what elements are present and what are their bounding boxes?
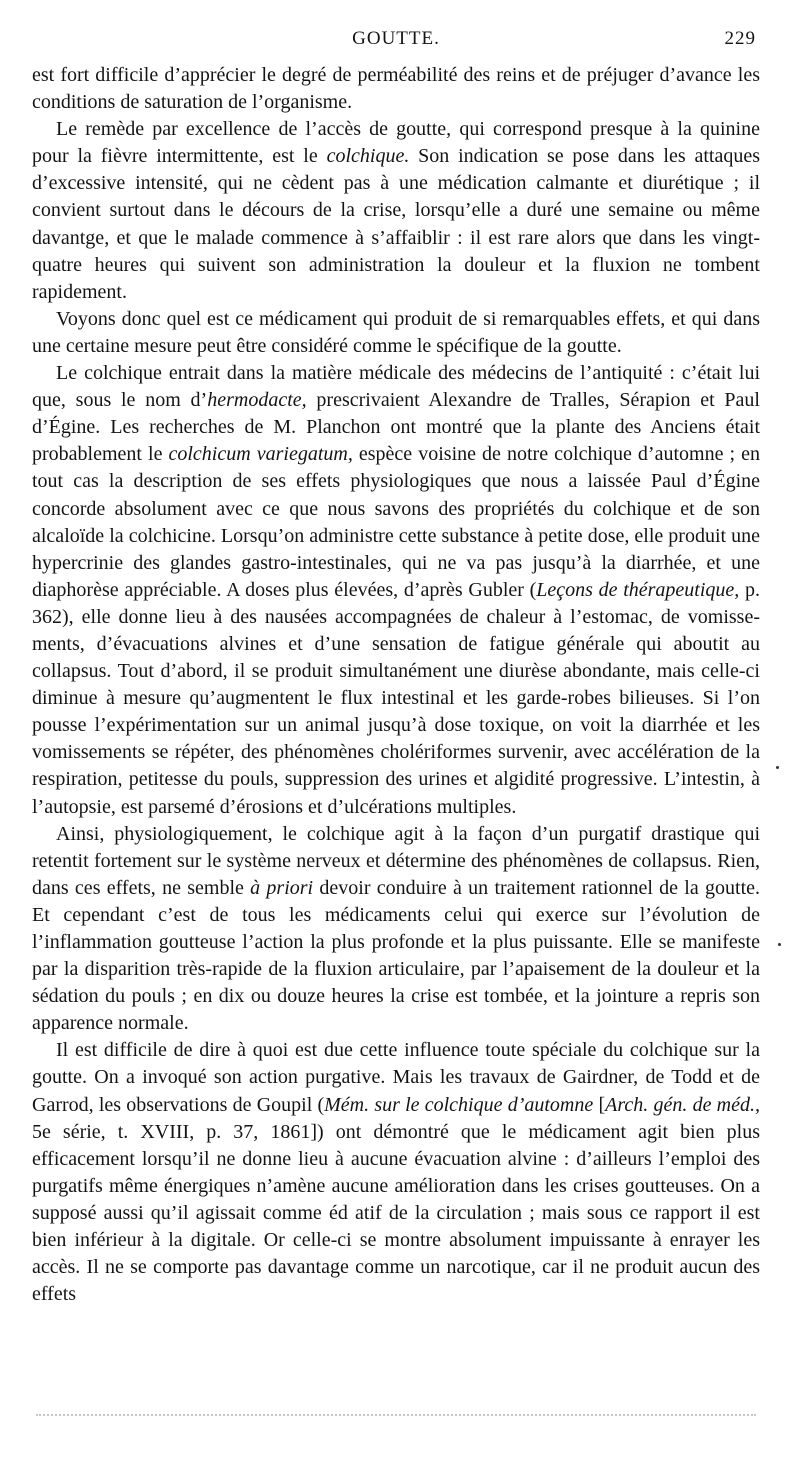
text-run: Son indication se pose dans les attaques d’excessive intensité, qui ne cèdent pas à une médication calmante et diurétique ; il convient surtout dans le décours de la crise, lorsqu’elle a duré une semaine ou même davantge, et que le malade commence à s’affaiblir : il est rare alors que dans les vingt-quatre heures qui suivent son administration la douleur et la fluxion ne tombent rapidement. — [32, 145, 761, 303]
paragraph — [32, 360, 760, 821]
italic-text: à priori — [250, 876, 314, 899]
italic-text: hermodacte, — [207, 389, 307, 412]
paragraph — [32, 821, 760, 1038]
running-header — [32, 28, 760, 54]
text-run: devoir conduire à un traitement rationnel de la goutte. Et cependant c’est de tous les médicaments celui qui exerce sur l’évolution de l’inflammation goutteuse l’action la plus profonde et la plus puissante. Elle se manifeste par la disparition très-rapide de la fluxion articulaire, par l’apaisement de la douleur et la sédation du pouls ; en dix ou douze heures la crise est tombée, et la jointure a repris son apparence normale. — [32, 876, 761, 1035]
footer-rule — [36, 1414, 756, 1418]
text-run: Le colchique entrait dans la matière médicale des médecins de l’antiquité : c’était lui que, sous le nom d’ — [32, 362, 760, 412]
running-title: GOUTTE. — [352, 28, 440, 49]
body-text — [32, 62, 760, 1308]
paragraph — [32, 116, 760, 306]
text-run: 5e série, t. XVIII, p. 37, 1861]) ont démontré que le médicament agit bien plus efficacement lorsqu’il ne donne lieu à aucune évacuation alvine : d’ailleurs l’emploi des purgatifs même énergiques n’amène aucune amélioration dans les crises goutteuses. On a supposé aussi qu’il agissait comme éd atif de la circulation ; mais sous ce rapport il est bien inférieur à la digitale. Or celle-ci se montre absolument impuissante à enrayer les accès. Il ne se comporte pas davantage comme un narcotique, car il ne produit aucun des effets — [32, 1120, 760, 1306]
margin-dot-mark — [778, 943, 781, 946]
text-run: Il est difficile de dire à quoi est due cette influence toute spéciale du colchique sur la goutte. On a invoqué son action purgative. Mais les travaux de Gairdner, de Todd et de Garrod, les observations de Goupil ( — [32, 1039, 760, 1116]
italic-text: Mém. sur le colchique d’automne — [324, 1093, 594, 1116]
paragraph — [32, 1037, 760, 1308]
paragraph — [32, 306, 760, 360]
text-run: est fort difficile d’apprécier le degré de perméabilité des reins et de préjuger d’avance les conditions de saturation de l’organisme. — [32, 64, 760, 114]
text-run: [ — [593, 1093, 606, 1116]
italic-text: Arch. gén. de méd., — [605, 1093, 760, 1116]
text-run: prescrivaient Alexandre de Tralles, Sérapion et Paul d’Égine. Les recherches de M. Planchon ont montré que la plante des Anciens était probablement le — [32, 389, 760, 466]
text-run: Ainsi, physiologiquement, le colchique agit à la façon d’un purgatif drastique qui retentit fortement sur le système nerveux et détermine des phénomènes de collapsus. Rien, dans ces effets, ne semble — [32, 822, 760, 899]
margin-dot-mark — [776, 766, 779, 769]
text-run: p. 362), elle donne lieu à des nausées accompagnées de chaleur à l’estomac, de vomissements, d’évacuations alvines et d’une sensation de fatigue générale qui aboutit au collapsus. Tout d’abord, il se produit simultanément une diurèse abondante, mais celle-ci diminue à mesure qu’augmentent le flux intestinal et les garde-robes bilieuses. Si l’on pousse l’expérimentation sur un animal jusqu’à dose toxique, on voit la diarrhée et les vomissements se répéter, des phénomènes cholériformes survenir, avec accélération de la respiration, petitesse du pouls, suppression des urines et algidité progressive. L’intestin, à l’autopsie, est parsemé d’érosions et d’ulcérations multiples. — [32, 578, 760, 818]
text-run: Le remède par excellence de l’accès de goutte, qui correspond presque à la quinine pour la fièvre intermittente, est le — [32, 118, 760, 168]
page-number: 229 — [724, 28, 756, 49]
italic-text: Leçons de thérapeutique, — [536, 578, 740, 601]
italic-text: colchicum variegatum, — [168, 443, 353, 466]
italic-text: colchique. — [326, 145, 410, 168]
text-run: espèce voisine de notre colchique d’automne ; en tout cas la description de ses effets physiologiques que nous a laissée Paul d’Égine concorde absolument avec ce que nous savons des propriétés du colchique et de son alcaloïde la colchicine. Lorsqu’on administre cette substance à petite dose, elle produit une hypercrinie des glandes gastro-intestinales, qui ne va pas jusqu’à la diarrhée, et une diaphorèse appréciable. A doses plus élevées, d’après Gubler ( — [32, 443, 760, 601]
paragraph — [32, 62, 760, 116]
text-run: Voyons donc quel est ce médicament qui produit de si remarquables effets, et qui dans une certaine mesure peut être considéré comme le spécifique de la goutte. — [32, 307, 760, 357]
